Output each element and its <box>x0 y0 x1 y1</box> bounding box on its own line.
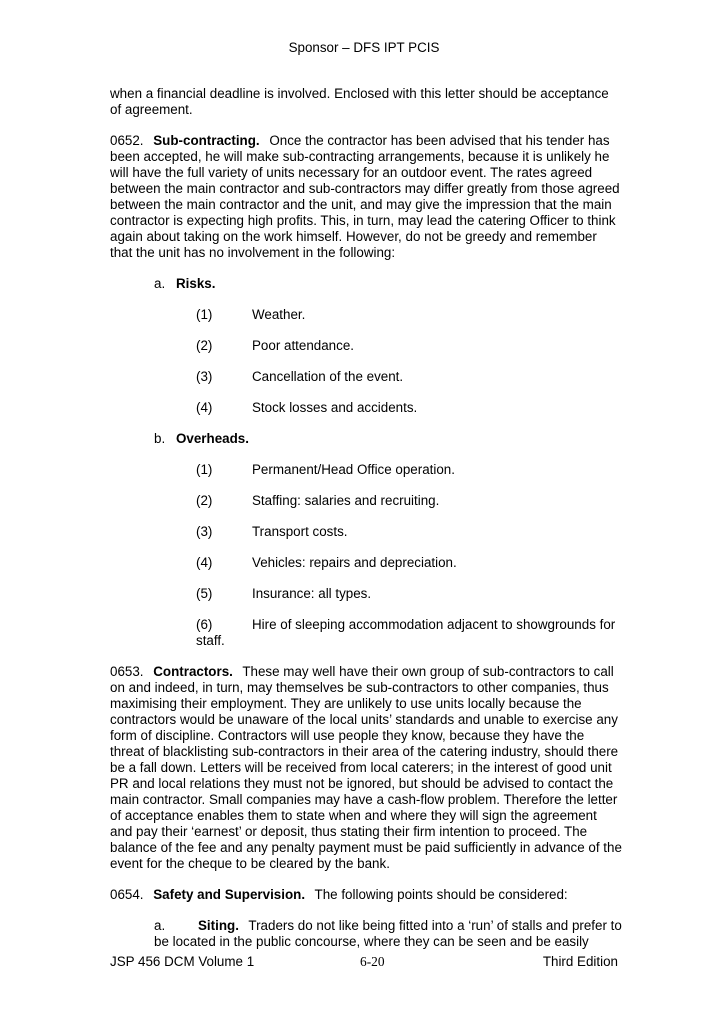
paragraph-number: 0652. <box>110 133 144 148</box>
list-item <box>196 524 622 540</box>
subsection-heading: Risks. <box>176 276 216 291</box>
paragraph-heading: Sub-contracting. <box>153 133 260 148</box>
list-number: (3) <box>196 524 213 539</box>
list-item <box>196 338 622 354</box>
paragraph-0653 <box>110 664 622 872</box>
list-number: (6) <box>196 617 213 632</box>
document-body <box>110 86 622 965</box>
list-text: Permanent/Head Office operation. <box>252 462 455 477</box>
list-item <box>196 400 622 416</box>
paragraph-body: These may well have their own group of sub-contractors to call on and indeed, in turn, may themselves be sub-contractors to other companies, thus maximising their employment. They are unlikely to use units locally because the contractors would be unaware of the local units’ standards and unable to exercise any form of discipline. Contractors will use people they know, because they have the threat of blacklisting sub-contractors in their area of the catering industry, should there be a fall down. Letters will be received from local caterers; in the interest of good unit PR and local relations they must not be ignored, but should be advised to contact the main contractor. Small companies may have a cash-flow problem. Therefore the letter of acceptance enables them to state when and where they will sign the agreement and pay their ‘earnest’ or deposit, thus stating their firm intention to proceed. The balance of the fee and any penalty payment must be paid sufficiently in advance of the event for the cheque to be cleared by the bank. <box>110 664 622 871</box>
subsection-siting <box>154 918 622 950</box>
subsection-body: Traders do not like being fitted into a ‘run’ of stalls and prefer to be located in the public concourse, where they can be seen and be easily <box>154 918 622 949</box>
footer-document-ref: JSP 456 DCM Volume 1 <box>110 954 255 969</box>
list-item <box>196 307 622 323</box>
list-item <box>196 617 622 649</box>
list-item <box>196 555 622 571</box>
list-number: (3) <box>196 369 213 384</box>
paragraph-body: Once the contractor has been advised that his tender has been accepted, he will make sub-contracting arrangements, because it is unlikely he will have the full variety of units necessary for an outdoor event. The rates agreed between the main contractor and sub-contractors may differ greatly from those agreed between the main contractor and the unit, and may give the impression that the main contractor is expecting high profits. This, in turn, may lead the catering Officer to think again about taking on the work himself. However, do not be greedy and remember that the unit has no involvement in the following: <box>110 133 620 260</box>
subsection-letter: a. <box>154 276 166 291</box>
list-item <box>196 586 622 602</box>
paragraph-number: 0654. <box>110 887 144 902</box>
list-text: Stock losses and accidents. <box>252 400 418 415</box>
list-number: (4) <box>196 555 213 570</box>
list-number: (1) <box>196 462 213 477</box>
list-number: (4) <box>196 400 213 415</box>
paragraph-heading: Contractors. <box>153 664 233 679</box>
list-text: Vehicles: repairs and depreciation. <box>252 555 457 570</box>
intro-paragraph: when a financial deadline is involved. Enclosed with this letter should be acceptance of agreement. <box>110 86 609 117</box>
footer-edition: Third Edition <box>542 954 618 969</box>
footer-page-number: 6-20 <box>360 954 385 969</box>
list-number: (1) <box>196 307 213 322</box>
list-item <box>196 493 622 509</box>
subsection-risks <box>154 276 622 292</box>
list-text: Insurance: all types. <box>252 586 372 601</box>
paragraph-0654 <box>110 887 622 903</box>
paragraph-number: 0653. <box>110 664 144 679</box>
paragraph-body: The following points should be considered: <box>314 887 568 902</box>
list-item <box>196 462 622 478</box>
list-number: (2) <box>196 493 213 508</box>
subsection-letter: a. <box>154 918 166 933</box>
list-text: Cancellation of the event. <box>252 369 404 384</box>
paragraph-heading: Safety and Supervision. <box>153 887 306 902</box>
subsection-heading: Overheads. <box>176 431 249 446</box>
list-text: Poor attendance. <box>252 338 354 353</box>
list-text: Staffing: salaries and recruiting. <box>252 493 440 508</box>
subsection-heading: Siting. <box>198 918 239 933</box>
list-item <box>196 369 622 385</box>
paragraph-0652 <box>110 133 622 261</box>
list-text: Weather. <box>252 307 306 322</box>
page-header: Sponsor – DFS IPT PCIS <box>288 40 440 55</box>
subsection-overheads <box>154 431 622 447</box>
list-text: Hire of sleeping accommodation adjacent to showgrounds for staff. <box>196 617 616 648</box>
list-number: (2) <box>196 338 213 353</box>
list-text: Transport costs. <box>252 524 348 539</box>
list-number: (5) <box>196 586 213 601</box>
subsection-letter: b. <box>154 431 166 446</box>
